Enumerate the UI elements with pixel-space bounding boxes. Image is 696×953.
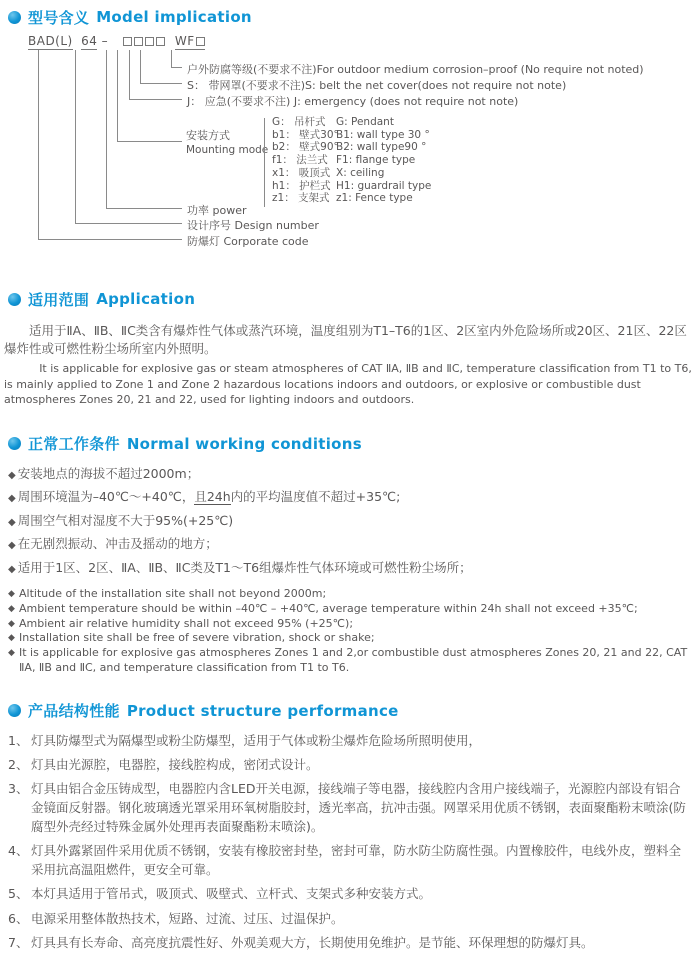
condition-item: ◆ Altitude of the installation site shall not beyond 2000m; — [8, 587, 327, 600]
mounting-mode-en: Mounting mode — [186, 144, 269, 156]
section-title-en: Application — [96, 290, 196, 308]
section-title-en: Product structure performance — [126, 701, 399, 720]
callout-power: 功率 power — [187, 204, 247, 217]
structure-performance-list — [8, 732, 688, 953]
item-number: 7、 — [8, 934, 29, 950]
condition-item: ◆ Ambient temperature should be within –40℃ – +40℃, average temperature within 24h shall not exceed +35℃; — [8, 601, 638, 615]
callout-corporate-code: 防爆灯 Corporate code — [187, 235, 309, 248]
code-box-icon — [196, 37, 205, 46]
underlined-text: 且24h — [194, 489, 231, 504]
section-title-zh: 适用范围 — [28, 290, 90, 309]
mounting-option: f1： 法兰式 F1: flange type — [272, 154, 416, 167]
code-box-icon — [156, 37, 165, 46]
model-code-boxes — [123, 34, 167, 48]
item-number: 5、 — [8, 886, 29, 902]
section-title-structure — [0, 700, 696, 722]
diamond-bullet-icon: ◆ — [8, 618, 15, 629]
condition-item: ◆ 周围环境温为–40℃～+40℃，且24h内的平均温度值不超过+35℃; — [8, 489, 401, 504]
condition-item: ◆ 周围空气相对湿度不大于95%(+25℃) — [8, 512, 234, 528]
diamond-bullet-icon: ◆ — [8, 633, 15, 644]
diamond-bullet-icon: ◆ — [8, 493, 16, 504]
working-conditions-list-zh — [8, 463, 696, 581]
mounting-option: z1： 支架式 z1: Fence type — [272, 192, 413, 205]
mounting-option: h1： 护栏式 H1: guardrail type — [272, 179, 432, 192]
mounting-mode-zh: 安装方式 — [186, 129, 230, 142]
model-code-prefix: BAD(L) — [28, 34, 73, 48]
condition-item: ◆ Installation site shall be free of severe vibration, shock or shake; — [8, 631, 375, 645]
section-bullet-icon — [8, 293, 21, 306]
mounting-option: b2： 壁式90°B2: wall type90 ° — [272, 141, 427, 154]
section-title-zh: 正常工作条件 — [28, 435, 120, 453]
application-paragraph-en: It is applicable for explosive gas or steam atmospheres of CAT ⅡA, ⅡB and ⅡC, temperature classification from T1 to T6, is mainly applied to Zone 1 and Zone 2 hazardous locations indoors and outdoors, or explosive or combustible dust atmospheres Zones 20, 21 and 22, used for lighting indoors and outdoors. — [4, 362, 692, 406]
diamond-bullet-icon: ◆ — [8, 540, 16, 551]
diamond-bullet-icon: ◆ — [8, 648, 15, 659]
callout-design-number: 设计序号 Design number — [187, 219, 319, 232]
section-title-application — [0, 288, 696, 310]
structure-item: 3、 灯具由铝合金压铸成型，电器腔内含LED开关电源，接线端子等电器，接线腔内含用户接线端子，光源腔内部设有铝合金镜面反射器。钢化玻璃透光罩采用环氧树脂胶封，透光率高，抗冲击强。网罩采用优质不锈钢，表面聚酯粉末喷涂(防腐型外壳经过特殊金属外处理再表面聚酯粉末喷涂)。 — [8, 781, 686, 834]
item-number: 1、 — [8, 732, 29, 748]
structure-item: 4、 灯具外露紧固件采用优质不锈钢，安装有橡胶密封垫，密封可靠，防水防尘防腐性强。内置橡胶件，电线外皮，塑料全采用抗高温阻燃件，更安全可靠。 — [8, 843, 682, 878]
model-code-diagram — [0, 32, 696, 258]
section-title-zh: 产品结构性能 — [28, 702, 120, 721]
item-number: 4、 — [8, 843, 29, 859]
condition-item: ◆ 适用于1区、2区、ⅡA、ⅡB、ⅡC类及T1～T6组爆炸性气体环境或可燃性粉尘场所； — [8, 559, 472, 575]
structure-item: 2、 灯具由光源腔，电器腔，接线腔构成，密闭式设计。 — [8, 756, 688, 775]
callout-emergency: J： 应急(不要求不注) J: emergency (does not require not note) — [187, 95, 519, 108]
model-code-series: 64 — [81, 34, 98, 48]
diamond-bullet-icon: ◆ — [8, 603, 15, 614]
section-title-en: Normal working conditions — [126, 434, 362, 453]
connector-line — [38, 50, 182, 240]
code-box-icon — [145, 37, 154, 46]
application-paragraph-zh: 适用于ⅡA、ⅡB、ⅡC类含有爆炸性气体或蒸汽环境，温度组别为T1–T6的1区、2区室内外危险场所或20区、21区、22区爆炸性或可燃性粉尘场所室内外照明。 — [4, 323, 687, 356]
section-title-model — [0, 6, 696, 28]
callout-mounting-mode — [186, 129, 268, 157]
condition-item: ◆ Ambient air relative humidity shall not exceed 95% (+25℃); — [8, 616, 354, 630]
section-bullet-icon — [8, 704, 21, 717]
mounting-option: x1： 吸顶式 X: ceiling — [272, 166, 385, 179]
callout-net-cover: S： 带网罩(不要求不注)S: belt the net cover(does not require not note) — [187, 79, 567, 92]
section-title-en: Model implication — [96, 8, 252, 26]
condition-item: ◆ 安装地点的海拔不超过2000m； — [8, 465, 200, 481]
item-number: 2、 — [8, 757, 29, 773]
condition-item: ◆ 在无剧烈振动、冲击及摇动的地方； — [8, 536, 218, 551]
model-code-wf: WF — [175, 34, 205, 50]
diamond-bullet-icon: ◆ — [8, 589, 15, 599]
item-number: 6、 — [8, 910, 29, 926]
diamond-bullet-icon: ◆ — [8, 516, 16, 528]
mounting-option: G： 吊杆式 G: Pendant — [272, 116, 394, 128]
mounting-options-list — [272, 116, 431, 205]
section-bullet-icon — [8, 11, 21, 24]
section-title-zh: 型号含义 — [28, 8, 90, 27]
callout-outdoor-corrosion: 户外防腐等级(不要求不注)For outdoor medium corrosion–proof (No require not noted) — [187, 63, 644, 76]
section-title-working-conditions — [0, 433, 696, 455]
model-code — [28, 34, 205, 48]
structure-item: 6、 电源采用整体散热技术，短路、过流、过压、过温保护。 — [8, 910, 688, 929]
structure-item: 1、 灯具防爆型式为隔爆型或粉尘防爆型，适用于气体或粉尘爆炸危险场所照明使用， — [8, 732, 688, 751]
section-bullet-icon — [8, 437, 21, 450]
working-conditions-list-en — [8, 587, 696, 676]
structure-item: 7、 灯具具有长寿命、高亮度抗震性好、外观美观大方，长期使用免维护。是节能、环保理想的防爆灯具。 — [8, 934, 688, 953]
structure-item: 5、 本灯具适用于管吊式，吸顶式、吸壁式、立杆式、支架式多种安装方式。 — [8, 885, 688, 904]
diamond-bullet-icon: ◆ — [8, 563, 16, 575]
code-box-icon — [134, 37, 143, 46]
diamond-bullet-icon: ◆ — [8, 469, 16, 481]
model-code-dash: – — [101, 34, 109, 48]
code-box-icon — [123, 37, 132, 46]
condition-item: ◆ It is applicable for explosive gas atmospheres Zones 1 and 2,or combustible dust atmospheres Zones 20, 21 and 22, CAT ⅡA, ⅡB and ⅡC, and temperature classification from T1 to T6. — [8, 646, 688, 674]
mounting-list-divider — [264, 118, 265, 207]
item-number: 3、 — [8, 781, 29, 797]
mounting-option: b1： 壁式30°B1: wall type 30 ° — [272, 128, 430, 141]
